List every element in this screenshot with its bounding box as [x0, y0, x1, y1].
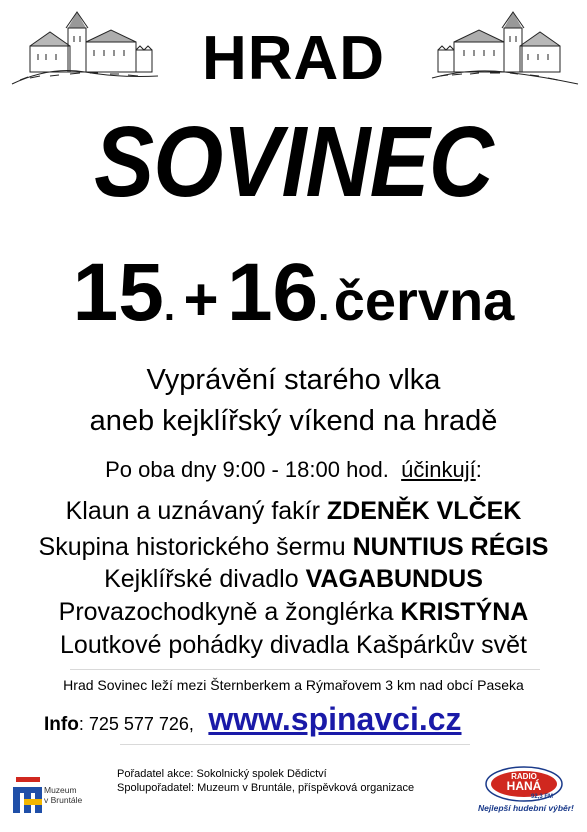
- title-hrad: HRAD: [201, 24, 386, 93]
- date-day1: 15: [72, 247, 164, 338]
- date-plus: +: [183, 266, 219, 333]
- hours-text: Po oba dny 9:00 - 18:00 hod.: [105, 457, 389, 482]
- opening-hours: [0, 459, 587, 481]
- radio-frequency: 92,3 FM: [530, 794, 554, 800]
- performers-label-colon: :: [475, 457, 482, 482]
- performer-line: [0, 633, 587, 658]
- contact-info: [44, 703, 462, 735]
- museum-name-line2: v Bruntále: [44, 795, 83, 805]
- museum-name: [44, 785, 82, 805]
- radio-hana-logo: [484, 765, 564, 808]
- performer-line: [0, 535, 587, 560]
- performer-name: KRISTÝNA: [400, 598, 529, 626]
- subtitle-line1: Vyprávění starého vlka: [146, 364, 441, 396]
- phone-number: : 725 577 726,: [78, 714, 194, 734]
- performers-label: účinkují: [401, 457, 476, 482]
- performer-name: NUNTIUS RÉGIS: [352, 533, 549, 561]
- event-dates: [0, 247, 587, 338]
- date-dot1: .: [163, 285, 175, 329]
- performer-line: [0, 567, 587, 592]
- radio-word2: HANÁ: [506, 779, 542, 793]
- performer-desc: Loutkové pohádky divadla Kašpárkův svět: [60, 631, 527, 659]
- museum-logo: [13, 777, 43, 818]
- date-day2: 16: [226, 247, 319, 338]
- info-label: Info: [44, 714, 79, 735]
- divider: [120, 744, 470, 745]
- performer-desc: Kejklířské divadlo: [104, 565, 306, 593]
- performer-line: [0, 600, 587, 625]
- co-organizer-line: Spolupořadatel: Muzeum v Bruntále, příspěvková organizace: [117, 782, 415, 794]
- performer-line: [0, 499, 587, 524]
- date-dot2: .: [318, 285, 330, 329]
- organizers: [117, 767, 414, 795]
- performer-desc: Skupina historického šermu: [38, 533, 353, 561]
- performer-desc: Klaun a uznávaný fakír: [65, 497, 327, 525]
- divider: [70, 669, 540, 670]
- title-sovinec: SOVINEC: [94, 106, 493, 218]
- date-month: června: [333, 269, 515, 332]
- subtitle-line2: aneb kejklířský víkend na hradě: [89, 405, 498, 437]
- website-link[interactable]: www.spinavci.cz: [208, 701, 462, 737]
- performer-name: ZDENĚK VLČEK: [326, 497, 522, 525]
- radio-slogan: Nejlepší hudební výběr!: [478, 803, 574, 813]
- museum-name-line1: Muzeum: [44, 785, 77, 795]
- organizer-line: Pořadatel akce: Sokolnický spolek Dědictví: [117, 768, 327, 780]
- location-text: Hrad Sovinec leží mezi Šternberkem a Rýmařovem 3 km nad obcí Paseka: [63, 677, 524, 693]
- radio-word1: RADIO: [511, 772, 537, 781]
- performer-name: VAGABUNDUS: [305, 565, 483, 593]
- performer-desc: Provazochodkyně a žonglérka: [58, 598, 401, 626]
